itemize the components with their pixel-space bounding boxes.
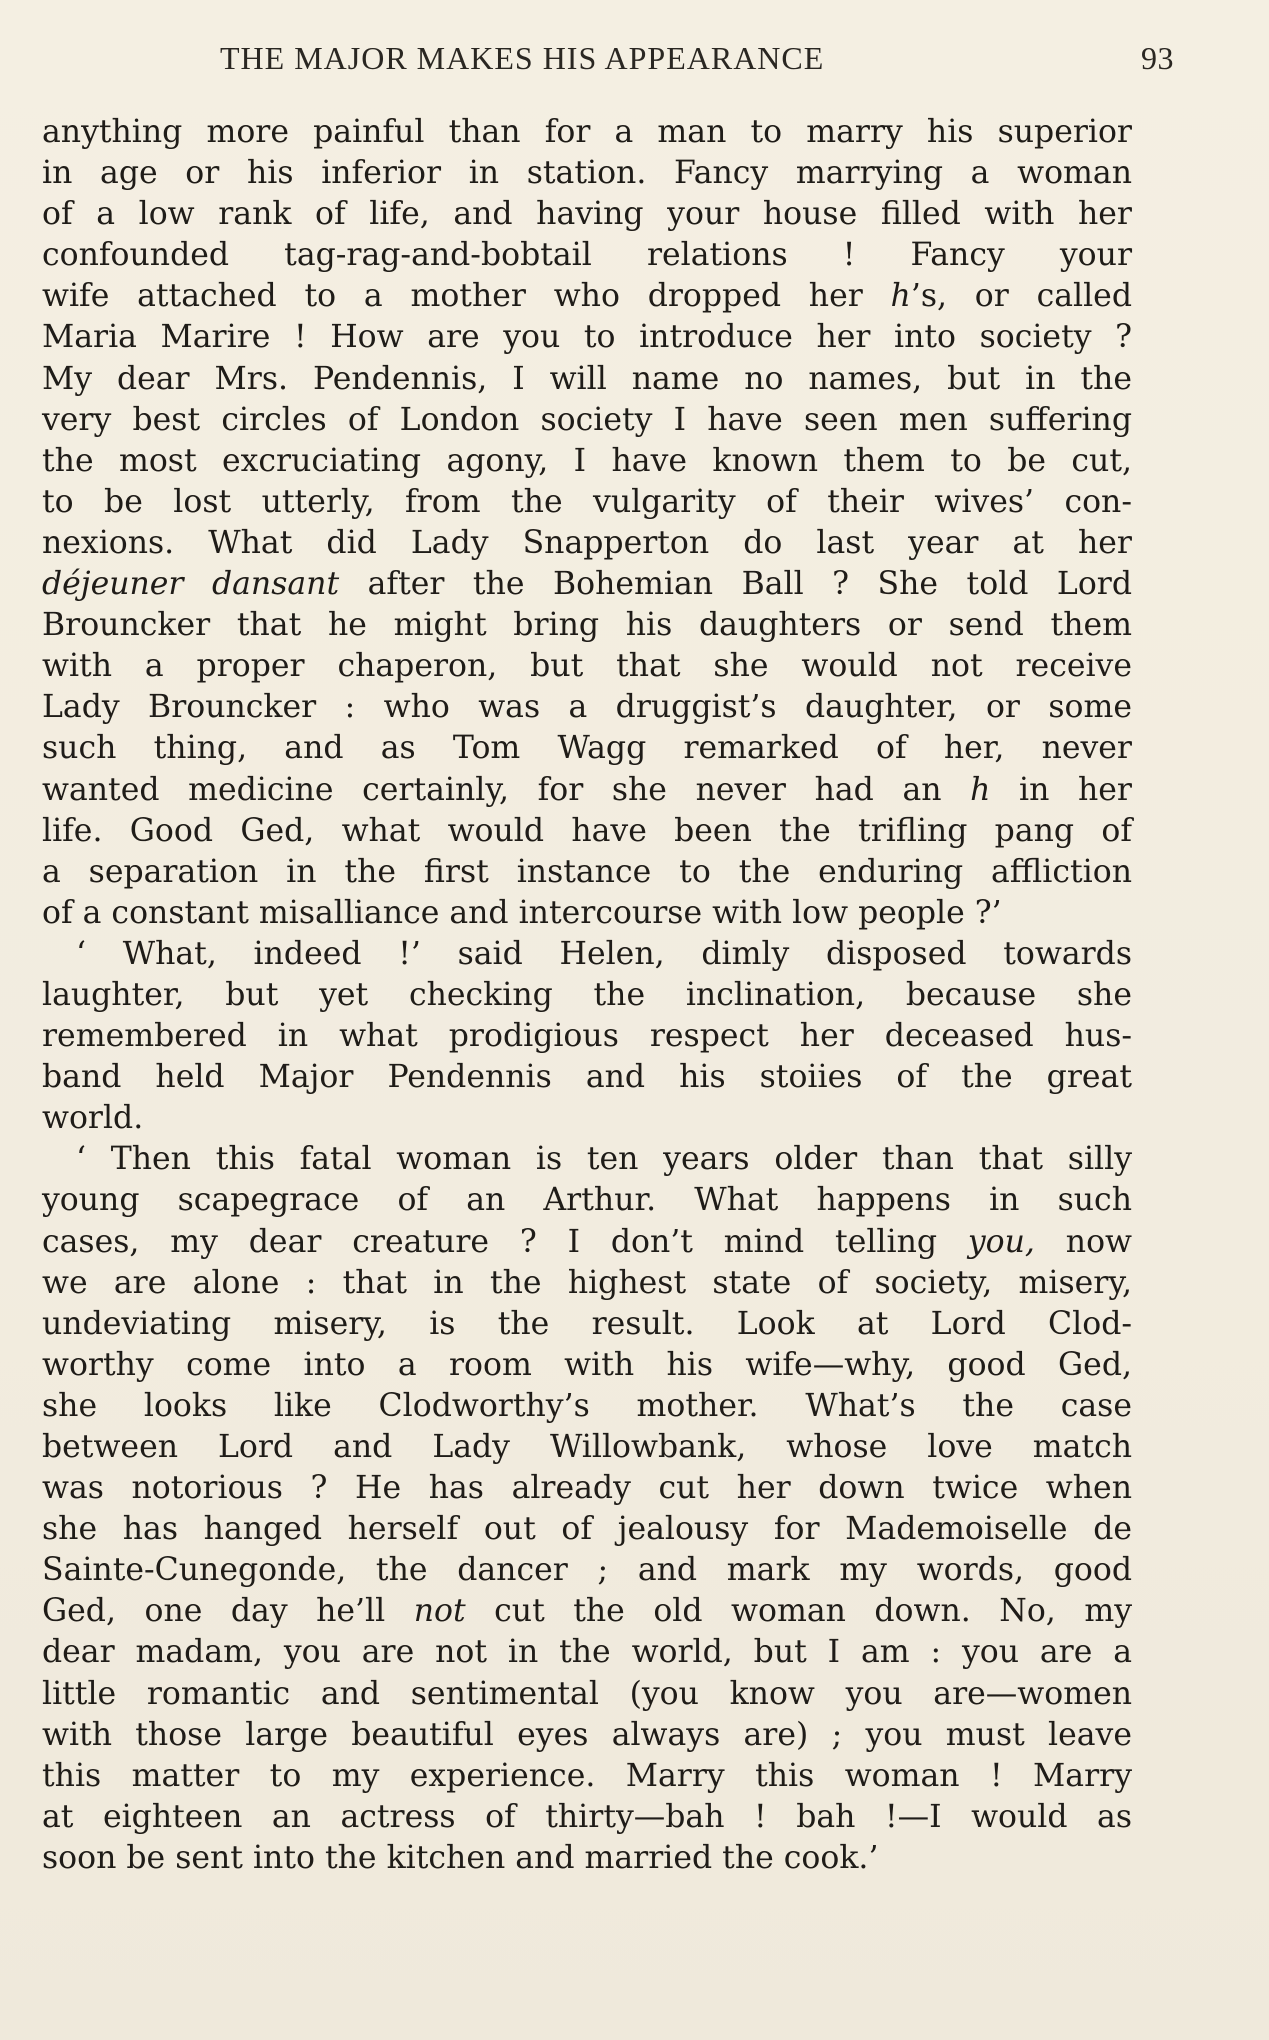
italic-text: not [413, 1593, 466, 1630]
text-line [42, 317, 1132, 358]
running-title: THE MAJOR MAKES HIS APPEARANCE [220, 40, 825, 76]
text-line [42, 564, 1132, 605]
text-line [42, 770, 1132, 811]
text-run: the most excruciating agony, I have known them to be cut, [42, 442, 1132, 479]
text-run: of a constant misalliance and intercourse with low people ?’ [42, 894, 1002, 931]
text-line [42, 1098, 1132, 1139]
text-run: very best circles of London society I have seen men suffering [42, 401, 1132, 438]
text-run: remembered in what prodigious respect her deceased hus- [42, 1018, 1132, 1055]
text-line [42, 400, 1132, 441]
text-line [42, 1591, 1132, 1632]
text-run: laughter, but yet checking the inclination, because she [42, 976, 1132, 1013]
text-line [42, 1345, 1132, 1386]
italic-text: h [970, 771, 991, 808]
text-run: we are alone : that in the highest state of society, misery, [42, 1264, 1132, 1301]
text-line [42, 728, 1132, 769]
text-run: nexions. What did Lady Snapperton do last year at her [42, 524, 1132, 561]
text-run: to be lost utterly, from the vulgarity of their wives’ con- [42, 483, 1132, 520]
text-run: in age or his inferior in station. Fancy marrying a woman [42, 155, 1132, 192]
text-line [42, 1632, 1132, 1673]
text-run: dear madam, you are not in the world, but I am : you are a [42, 1634, 1132, 1671]
text-line [42, 893, 1132, 934]
text-run: Lady Brouncker : who was a druggist’s daughter, or some [42, 689, 1132, 726]
text-line [42, 1180, 1132, 1221]
text-line [42, 1386, 1132, 1427]
text-run: little romantic and sentimental (you know you are—women [42, 1675, 1132, 1712]
text-run: cases, my dear creature ? I don’t mind telling [42, 1223, 968, 1260]
text-run: at eighteen an actress of thirty—bah ! bah !—I would as [42, 1798, 1132, 1835]
text-line [42, 1550, 1132, 1591]
text-line [42, 1797, 1132, 1838]
text-run: with a proper chaperon, but that she would not receive [42, 648, 1132, 685]
text-line [42, 1263, 1132, 1304]
page-number: 93 [1141, 40, 1174, 76]
text-line [42, 1057, 1132, 1098]
text-run: now [1034, 1223, 1132, 1260]
text-line [42, 1756, 1132, 1797]
text-line [42, 1016, 1132, 1057]
text-line [42, 1838, 1132, 1879]
text-line [42, 482, 1132, 523]
text-line [42, 975, 1132, 1016]
text-run: young scapegrace of an Arthur. What happens in such [42, 1182, 1132, 1219]
text-line [42, 153, 1132, 194]
text-run: Sainte-Cunegonde, the dancer ; and mark my words, good [42, 1552, 1132, 1589]
text-line [42, 1222, 1132, 1263]
text-run: in her [990, 771, 1132, 808]
text-run: world. [42, 1100, 144, 1137]
text-run: soon be sent into the kitchen and married the cook.’ [42, 1839, 879, 1876]
text-line [42, 112, 1132, 153]
italic-text: you, [967, 1223, 1035, 1260]
text-run: cut the old woman down. No, my [465, 1593, 1132, 1630]
text-run: she has hanged herself out of jealousy for Mademoiselle de [42, 1511, 1132, 1548]
body-text [42, 112, 1132, 1879]
text-run: a separation in the first instance to the enduring affliction [42, 853, 1132, 890]
text-line [42, 1715, 1132, 1756]
text-run: ‘ What, indeed !’ said Helen, dimly disposed towards [76, 935, 1132, 972]
text-line [42, 1509, 1132, 1550]
text-line [42, 194, 1132, 235]
text-run: Ged, one day he’ll [42, 1593, 414, 1630]
text-run: My dear Mrs. Pendennis, I will name no names, but in the [42, 360, 1132, 397]
text-run: undeviating misery, is the result. Look at Lord Clod- [42, 1305, 1132, 1342]
text-line [42, 1139, 1132, 1180]
text-line [42, 1674, 1132, 1715]
text-run: wanted medicine certainly, for she never had an [42, 771, 971, 808]
text-run: Brouncker that he might bring his daughters or send them [42, 607, 1132, 644]
text-run: wife attached to a mother who dropped her [42, 278, 891, 315]
text-line [42, 1468, 1132, 1509]
text-run: with those large beautiful eyes always are) ; you must leave [42, 1716, 1132, 1753]
text-line [42, 235, 1132, 276]
text-run: between Lord and Lady Willowbank, whose love match [42, 1429, 1132, 1465]
text-run: worthy come into a room with his wife—why, good Ged, [42, 1346, 1132, 1383]
text-line [42, 687, 1132, 728]
text-run: Maria Marire ! How are you to introduce her into society ? [42, 319, 1132, 356]
text-run: she looks like Clodworthy’s mother. What’s the case [42, 1387, 1132, 1424]
text-run: ‘ Then this fatal woman is ten years older than that silly [76, 1141, 1132, 1178]
text-line [42, 1304, 1132, 1345]
text-line [42, 276, 1132, 317]
text-line [42, 441, 1132, 482]
text-line [42, 523, 1132, 564]
text-run: life. Good Ged, what would have been the trifling pang of [42, 812, 1132, 849]
text-line [42, 359, 1132, 400]
running-header [220, 40, 1174, 84]
text-line [42, 852, 1132, 893]
text-line [42, 1427, 1132, 1468]
text-run: after the Bohemian Ball ? She told Lord [339, 566, 1133, 603]
text-run: such thing, and as Tom Wagg remarked of her, never [42, 730, 1132, 767]
text-run: this matter to my experience. Marry this woman ! Marry [42, 1757, 1132, 1794]
text-run: of a low rank of life, and having your house filled with her [42, 196, 1132, 233]
text-run: confounded tag-rag-and-bobtail relations ! Fancy your [42, 237, 1132, 274]
text-run: band held Major Pendennis and his stoiies of the great [42, 1059, 1132, 1096]
text-line [42, 605, 1132, 646]
italic-text: h [890, 278, 911, 315]
italic-text: déjeuner dansant [42, 566, 340, 603]
text-run: ’s, or called [910, 278, 1132, 315]
text-run: was notorious ? He has already cut her down twice when [42, 1470, 1132, 1507]
text-line [42, 934, 1132, 975]
text-run: anything more painful than for a man to marry his superior [42, 114, 1132, 150]
text-line [42, 646, 1132, 687]
text-line [42, 811, 1132, 852]
